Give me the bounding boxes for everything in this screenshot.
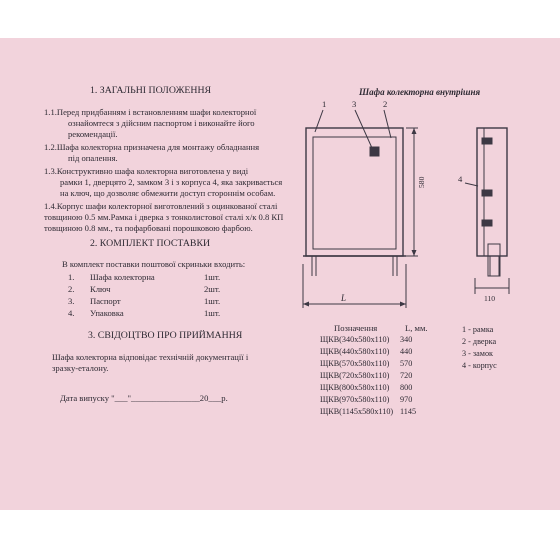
para-1-4-line: товщиною 0.5 мм.Рамка і дверка з тонколистової сталі х/к 0.8 КП xyxy=(44,212,284,222)
document-page: 1. ЗАГАЛЬНІ ПОЛОЖЕННЯ 1.1.Перед придбанням і встановленням шафи колекторної ознайомтеся з дійсним паспортом і виконайте його рекомендації. 1.2.Шафа колекторна призначена для монтажу обладнання під опалення. 1.3.Конструктивно шафа колекторна виготовлена у виді рамки 1, дверцято 2, замком 3 і з корпуса 4, яка закривається на ключ, що дозволяє обмежити доступ стороннім особам. 1.4.Корпус шафи колекторної виготовлений з оцинкованої сталі товщиною 0.5 мм.Рамка і дверка з тонколистової сталі х/к 0.8 КП товщиною 0.8 мм., та пофарбовані порошковою фарбою. 2. КОМПЛЕКТ ПОСТАВКИ В комплект поставки поштової скриньки входить: 1. Шафа колекторна 1шт. 2. Ключ 2шт. 3. Паспорт 1шт. 4. Упаковка 1шт. 3. СВІДОЦТВО ПРО ПРИЙМАННЯ Шафа колекторна відповідає технічній документації і зразку-еталону. Дата випуску "___"________________20___р. Шафа колекторна внутрішня 1 3 2 4 580 L 110 Позначення L, мм. ЩКВ(340x580x110) 340 ЩКВ(440x580x110) 440 ЩКВ(570x580x110) 570 ЩКВ(720x580x110) 720 ЩКВ(800x580x110) 800 ЩКВ(970x580x110) 970 ЩКВ(1145x580x110) 1145 1 - рамка 2 - дверка 3 - замок 4 - корпус xyxy=(0,38,560,510)
width-dimension: L xyxy=(341,293,347,303)
legend-item: 1 - рамка xyxy=(462,325,494,334)
section-1-title: 1. ЗАГАЛЬНІ ПОЛОЖЕННЯ xyxy=(90,85,212,96)
drawing-title: Шафа колекторна внутрішня xyxy=(359,87,481,97)
height-dimension: 580 xyxy=(417,176,426,188)
para-1-3-line: рамки 1, дверцято 2, замком 3 і з корпуса 4, яка закривається xyxy=(60,177,283,187)
cabinet-front-outline xyxy=(306,128,403,256)
para-1-1-line: ознайомтеся з дійсним паспортом і виконайте його xyxy=(68,118,255,128)
para-1-3-line: на ключ, що дозволяє обмежити доступ стороннім особам. xyxy=(60,188,276,198)
legend-item: 2 - дверка xyxy=(462,337,497,346)
table-header-length: L, мм. xyxy=(405,323,428,333)
section-2-title: 2. КОМПЛЕКТ ПОСТАВКИ xyxy=(90,238,211,249)
para-1-4-line: 1.4.Корпус шафи колекторної виготовлений з оцинкованої сталі xyxy=(44,201,278,211)
para-1-2-line: під опалення. xyxy=(68,153,118,163)
para-1-3-line: 1.3.Конструктивно шафа колекторна виготовлена у виді xyxy=(44,166,249,176)
para-1-2-line: 1.2.Шафа колекторна призначена для монтажу обладнання xyxy=(44,142,260,152)
kit-intro: В комплект поставки поштової скриньки входить: xyxy=(62,259,246,269)
acceptance-line: Шафа колекторна відповідає технічній документації і xyxy=(52,352,249,362)
para-1-4-line: товщиною 0.8 мм., та пофарбовані порошковою фарбою. xyxy=(44,223,253,233)
callout-label: 1 xyxy=(322,99,327,109)
legend-item: 3 - замок xyxy=(462,349,494,358)
para-1-1-line: рекомендації. xyxy=(68,129,118,139)
depth-dimension: 110 xyxy=(484,294,496,303)
para-1-1-line: 1.1.Перед придбанням і встановленням шафи колекторної xyxy=(44,107,257,117)
table-header-name: Позначення xyxy=(334,323,378,333)
callout-label: 3 xyxy=(352,99,357,109)
acceptance-line: зразку-еталону. xyxy=(52,363,109,373)
section-3-title: 3. СВІДОЦТВО ПРО ПРИЙМАННЯ xyxy=(88,330,243,341)
release-date-line: Дата випуску "___"________________20___р. xyxy=(60,393,228,403)
cabinet-door xyxy=(313,137,396,249)
cabinet-lock xyxy=(370,147,379,156)
callout-label: 2 xyxy=(383,99,388,109)
legend-item: 4 - корпус xyxy=(462,361,497,370)
callout-label: 4 xyxy=(458,174,463,184)
